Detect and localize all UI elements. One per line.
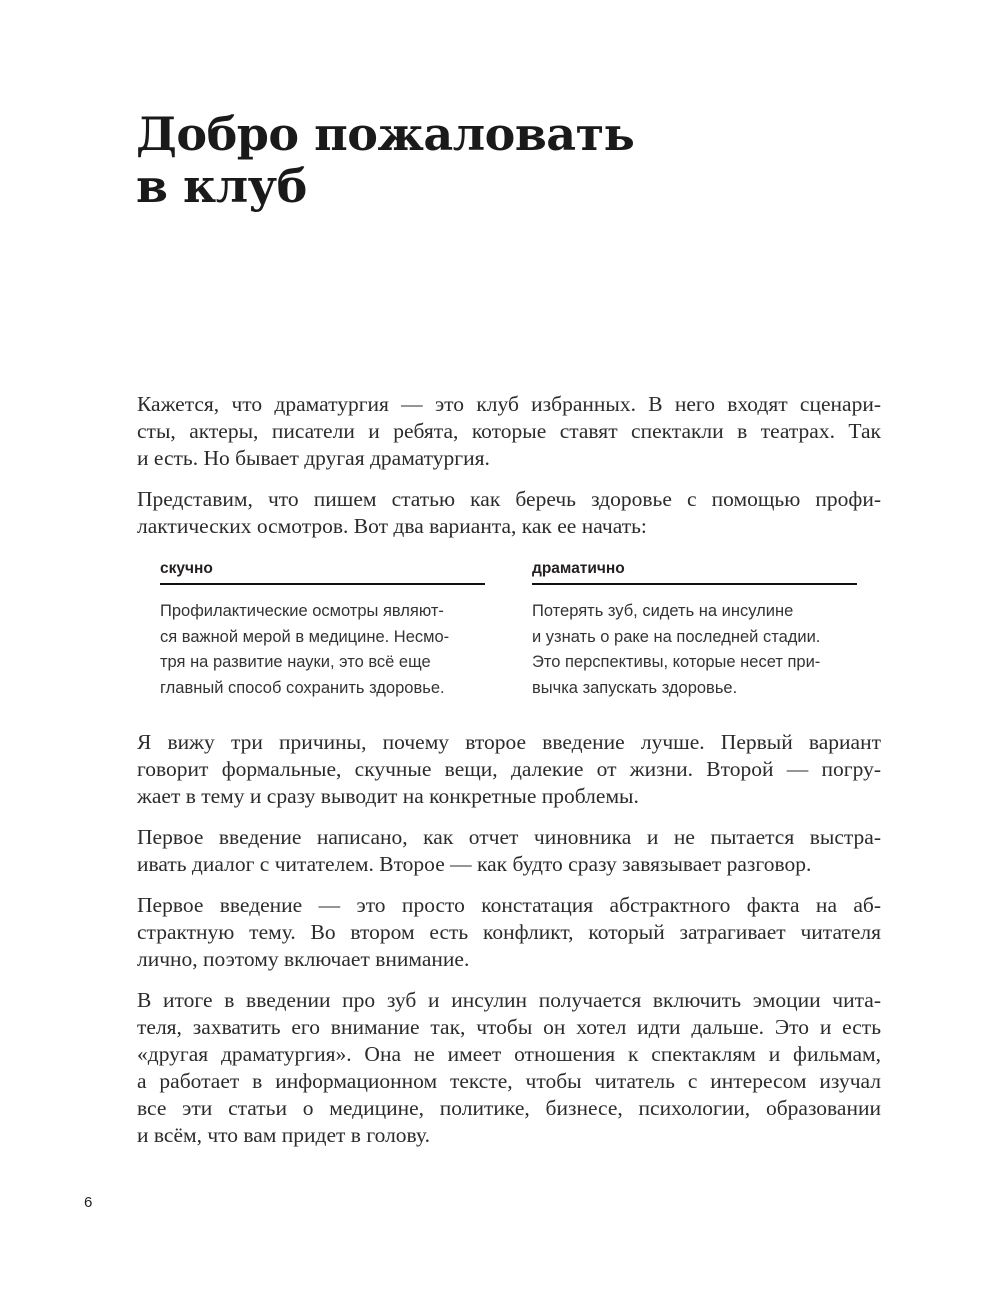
dramatic-example — [532, 599, 857, 701]
text-line: Первое введение написано, как отчет чиновника и не пытается выстра- — [137, 825, 881, 849]
text-line: Первое введение — это просто констатация абстрактного факта на аб- — [137, 893, 881, 917]
boring-example — [160, 599, 485, 701]
example-line: вычка запускать здоровье. — [532, 678, 738, 697]
text-line: Представим, что пишем статью как беречь здоровье с помощью профи- — [137, 487, 881, 511]
text-line: лично, поэтому включает внимание. — [137, 947, 470, 971]
intro-text — [137, 391, 881, 554]
boring-column — [160, 558, 485, 701]
title-line: Добро пожаловать — [136, 107, 635, 161]
text-line: Я вижу три причины, почему второе введение лучше. Первый вариант — [137, 730, 881, 754]
dramatic-column — [532, 558, 857, 701]
title-line: в клуб — [136, 159, 307, 213]
text-line: и есть. Но бывает другая драматургия. — [137, 446, 490, 470]
paragraph — [137, 987, 881, 1149]
text-line: лактических осмотров. Вот два варианта, как ее начать: — [137, 514, 647, 538]
example-line: Потерять зуб, сидеть на инсулине — [532, 602, 794, 620]
example-line: Это перспективы, которые несет при- — [532, 653, 821, 671]
page-number: 6 — [84, 1194, 93, 1211]
text-line: «другая драматургия». Она не имеет отношения к спектаклям и фильмам, — [137, 1042, 881, 1066]
text-line: теля, захватить его внимание так, чтобы он хотел идти дальше. Это и есть — [137, 1015, 881, 1039]
text-line: говорит формальные, скучные вещи, далекие от жизни. Второй — погру- — [137, 757, 881, 781]
dramatic-heading: драматично — [532, 558, 857, 585]
boring-heading: скучно — [160, 558, 485, 585]
paragraph — [137, 391, 881, 472]
text-line: а работает в информационном тексте, чтобы читатель с интересом изучал — [137, 1069, 881, 1093]
example-line: ся важной мерой в медицине. Несмо- — [160, 627, 450, 646]
example-line: тря на развитие науки, это всё еще — [160, 653, 431, 671]
paragraph — [137, 892, 881, 973]
example-line: главный способ сохранить здоровье. — [160, 678, 445, 697]
text-line: и всём, что вам придет в голову. — [137, 1123, 430, 1147]
text-line: Кажется, что драматургия — это клуб избранных. В него входят сценари- — [137, 392, 881, 416]
text-line: жает в тему и сразу выводит на конкретные проблемы. — [137, 784, 639, 808]
text-line: сты, актеры, писатели и ребята, которые ставят спектакли в театрах. Так — [137, 419, 881, 443]
example-line: и узнать о раке на последней стадии. — [532, 627, 821, 646]
page-title — [136, 108, 634, 212]
paragraph — [137, 729, 881, 810]
text-line: ивать диалог с читателем. Второе — как будто сразу завязывает разговор. — [137, 852, 812, 876]
paragraph — [137, 486, 881, 540]
text-line: все эти статьи о медицине, политике, бизнесе, психологии, образовании — [137, 1096, 881, 1120]
comparison-table — [160, 558, 857, 701]
paragraph — [137, 824, 881, 878]
example-line: Профилактические осмотры являют- — [160, 602, 444, 620]
text-line: В итоге в введении про зуб и инсулин получается включить эмоции чита- — [137, 988, 881, 1012]
body-text — [137, 729, 881, 1163]
text-line: страктную тему. Во втором есть конфликт, который затрагивает читателя — [137, 920, 881, 944]
